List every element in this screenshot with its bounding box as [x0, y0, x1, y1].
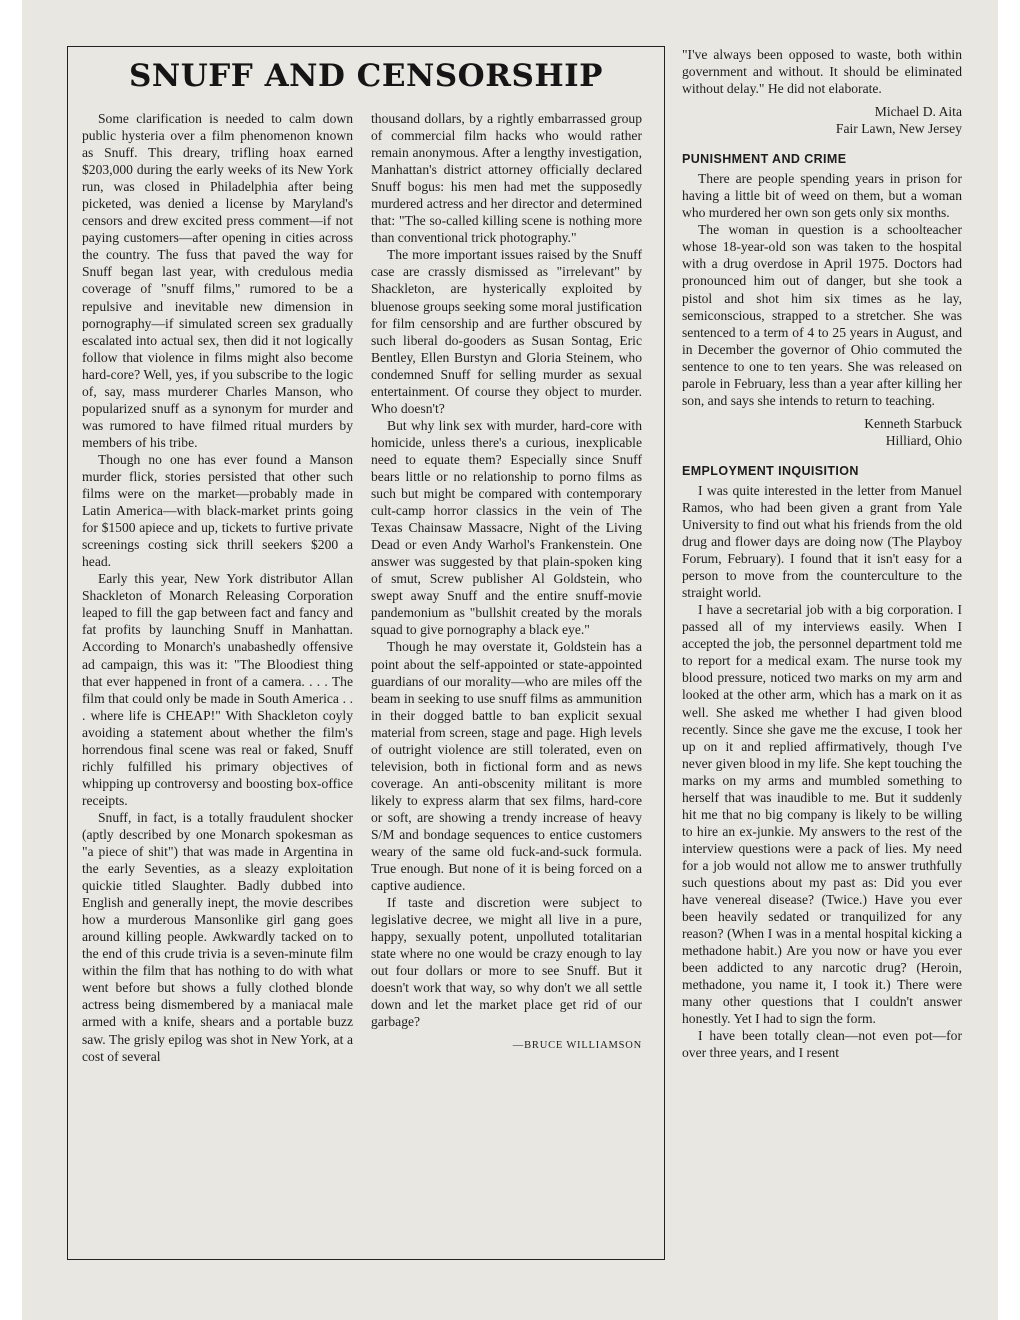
article-paragraph: Though no one has ever found a Manson murder flick, stories persisted that other such films were on the market—probably made in Latin America—with black-market prints going for $1500 apiece and up, tickets to furtive private screenings costing sick thrill seekers $200 a head. — [82, 451, 353, 570]
article-paragraph: Snuff, in fact, is a totally fraudulent shocker (aptly described by one Monarch spokesman as "a piece of shit") that was made in Argentina in the early Seventies, as a sleazy exploitation quickie titled Slaughter. Badly dubbed into English and generally inept, the movie describes how a murderous Mansonlike girl gang goes around killing people. Awkwardly tacked on to the end of this crude trivia is a seven-minute film within the film that has nothing to do with what went before but shows a fully clothed blonde actress being dismembered by a maniacal male armed with a knife, shears and a portable buzz saw. The grisly epilog was shot in New York, at a cost of several — [82, 809, 353, 1064]
article-column-1 — [82, 110, 353, 1065]
letter-signature — [682, 415, 962, 449]
article-paragraph: Though he may overstate it, Goldstein has a point about the self-appointed or state-appointed guardians of our morality—who are miles off the beam in seeking to use snuff films as ammunition in their dogged battle to ban explicit sexual material from screen, stage and page. High levels of outright violence are still tolerated, even on television, both in fictional form and as news coverage. An anti-obscenity militant is more likely to express alarm that sex films, hard-core or soft, are showing a trendy increase of heavy S/M and bondage sequences to entice customers weary of the same old fuck-and-suck formula. True enough. But none of it is being forced on a captive audience. — [371, 639, 642, 894]
letter-paragraph: "I've always been opposed to waste, both within government and without. It should be eliminated without delay." He did not elaborate. — [682, 47, 962, 97]
article-paragraph: Some clarification is needed to calm down public hysteria over a film phenomenon known as Snuff. This dreary, trifling hoax earned $203,000 during the early weeks of its New York run, was closed in Philadelphia after being picketed, was denied a license by Maryland's censors and drew excited press comment—if not paying customers—after opening in cities across the country. The fuss that paved the way for Snuff began last year, with credulous media coverage of "snuff films," rumored to be a repulsive and inevitable new dimension in pornography—if simulated screen sex gradually escalated into actual sex, then did it not logically follow that violence in films might also become hard-core? Well, yes, if you subscribe to the logic of, say, mass murderer Charles Manson, who popularized snuff as a synonym for murder and was rumored to have filmed ritual murders by members of his tribe. — [82, 111, 353, 450]
article-paragraph: The more important issues raised by the Snuff case are crassly dismissed as "irrelevant" by Shackleton, are hysterically exploited by bluenose groups seeking some moral justification for film censorship and are further obscured by such liberal do-gooders as Susan Sontag, Eric Bentley, Ellen Burstyn and Gloria Steinem, who condemned Snuff for selling murder as sexual entertainment. Of course they object to murder. Who doesn't? — [371, 247, 642, 416]
letters-column — [682, 46, 962, 1061]
signature-place: Hilliard, Ohio — [885, 432, 962, 448]
article-paragraph: But why link sex with murder, hard-core with homicide, unless there's a curious, inexplicable need to equate them? Especially since Snuff bears little or no relationship to porno films as such but might be compared with contemporary cult-camp horror classics in the vein of The Texas Chainsaw Massacre, Night of the Living Dead or even Andy Warhol's Frankenstein. One answer was suggested by that plain-spoken king of smut, Screw publisher Al Goldstein, who swept away Snuff and the entire snuff-movie pandemonium as "bullshit created by the morals squad to give pornography a black eye." — [371, 417, 642, 638]
article-paragraph: Early this year, New York distributor Allan Shackleton of Monarch Releasing Corporation leaped to fill the gap between fact and fancy and fat profits by launching Snuff in Manhattan. According to Monarch's unabashedly offensive ad campaign, this was it: "The Bloodiest thing that ever happened in front of a camera. . . . The film that could only be made in South America . . . where life is CHEAP!" With Shackleton coyly avoiding a statement about whether the film's horrendous final scene was real or faked, Snuff richly fulfilled his primary objectives of whipping up controversy and boosting box-office receipts. — [82, 571, 353, 808]
letter-paragraph: I was quite interested in the letter from Manuel Ramos, who had been given a grant from Yale University to find out what his friends from the old drug and flower days are doing now (The Playboy Forum, February). I found that it isn't easy for a person to move from the counterculture to the straight world. — [682, 482, 962, 601]
signature-name: Kenneth Starbuck — [864, 415, 962, 431]
article-paragraph: If taste and discretion were subject to legislative decree, we might all live in a pure, happy, sexually potent, unpolluted totalitarian state where no one would be crazy enough to lay out four dollars or more to see Snuff. But it doesn't work that way, so why don't we all settle down and let the market place get rid of our garbage? — [371, 895, 642, 1030]
section-heading: PUNISHMENT AND CRIME — [682, 152, 847, 167]
letter-paragraph: The woman in question is a schoolteacher whose 18-year-old son was taken to the hospital with a drug overdose in April 1975. Doctors had pronounced him out of danger, but she took a pistol and shot him six times as he lay, semiconscious, strapped to a stretcher. She was sentenced to a term of 4 to 25 years in August, and in December the governor of Ohio commuted the sentence to one to ten years. She was released on parole in February, less than a year after killing her son, and says she intends to return to teaching. — [682, 222, 962, 408]
article-column-2 — [371, 110, 642, 1054]
article-paragraph: thousand dollars, by a rightly embarrassed group of commercial film hacks who would rather remain anonymous. After a lengthy investigation, Manhattan's district attorney officially declared Snuff bogus: his men had met the supposedly murdered actress and her director and determined that: "The so-called killing scene is nothing more than conventional trick photography." — [371, 111, 642, 246]
letter-paragraph: I have a secretarial job with a big corporation. I passed all of my interviews easily. When I accepted the job, the personnel department told me to report for a medical exam. The nurse took my blood pressure, noticed two marks on my arm and looked at the other arm, which has a mark on it as well. She asked me whether I had given blood recently. Since she gave me the excuse, I took her up on it and replied affirmatively, though I've never given blood in my life. She kept touching the marks on my arms and mumbled something to herself that was inaudible to me. But it suddenly hit me that no big company is likely to be willing to hire an ex-junkie. My answers to the rest of the interview questions were a pack of lies. My need for a job would not allow me to answer truthfully such questions about my past as: Did you ever have venereal disease? (Twice.) Have you ever been heavily sedated or tranquilized for any reason? (When I was in a mental hospital kicking a methadone habit.) Are you now or have you ever been addicted to any narcotic drug? (Heroin, methadone, you name it, I took it.) There were many other questions that I couldn't answer honestly. Yet I had to sign the form. — [682, 602, 962, 1027]
article-byline: —BRUCE WILLIAMSON — [512, 1039, 642, 1051]
letter-paragraph: I have been totally clean—not even pot—for over three years, and I resent — [682, 1028, 962, 1061]
letter-signature — [682, 103, 962, 137]
section-heading: EMPLOYMENT INQUISITION — [682, 463, 859, 478]
letter-paragraph: There are people spending years in prison for having a little bit of weed on them, but a woman who murdered her own son gets only six months. — [682, 171, 962, 221]
article-title: SNUFF AND CENSORSHIP — [129, 58, 603, 94]
signature-name: Michael D. Aita — [874, 104, 962, 120]
signature-place: Fair Lawn, New Jersey — [835, 121, 962, 137]
